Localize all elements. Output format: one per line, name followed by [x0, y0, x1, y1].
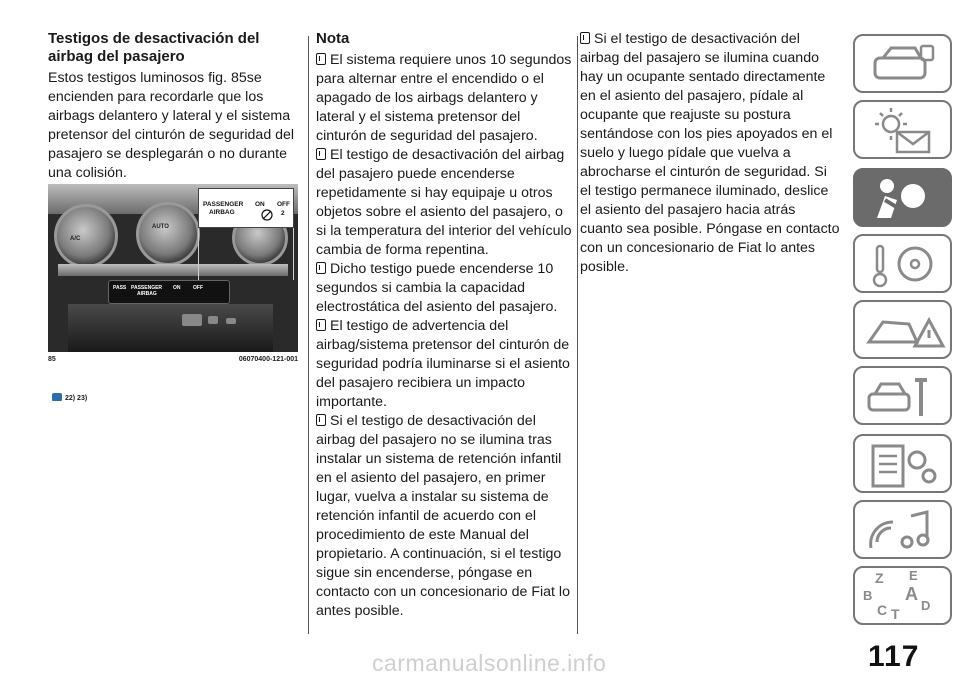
- middle-column: [316, 30, 572, 621]
- note-icon: [316, 414, 326, 426]
- section-heading: Testigos de desactivación del airbag del pasajero: [48, 30, 260, 65]
- multimedia-icon: [855, 502, 954, 561]
- warning-lights-tile[interactable]: [853, 100, 952, 159]
- figure-caption: [48, 356, 298, 368]
- figure-code: 06070400-121-001: [238, 356, 298, 363]
- technical-data-icon: [855, 436, 954, 495]
- note-text: El testigo de advertencia del airbag/sistema pretensor del cinturón de seguridad podría iluminarse si el asiento del pasajero recibiera un impacto importante.: [316, 318, 570, 410]
- watermark: carmanualsonline.info: [372, 650, 607, 676]
- maintenance-icon: [855, 368, 954, 427]
- emergency-tile[interactable]: [853, 300, 952, 359]
- left-column: [48, 30, 300, 183]
- index-letter: B: [863, 588, 873, 603]
- car-warning-icon: [52, 393, 62, 401]
- callout-on: ON: [255, 201, 265, 208]
- index-letter: E: [909, 568, 918, 583]
- index-letter: Z: [875, 570, 884, 586]
- dial-label-ac: A/C: [70, 236, 81, 242]
- multimedia-tile[interactable]: [853, 500, 952, 559]
- callout-line-left: [198, 228, 199, 280]
- dial-label-auto: AUTO: [152, 224, 169, 230]
- callout-off: OFF: [277, 201, 290, 208]
- panel-airbag-label: AIRBAG: [137, 291, 157, 297]
- note-item: [316, 317, 572, 412]
- panel-passenger-label: PASSENGER: [131, 285, 163, 291]
- note-icon: [316, 148, 326, 160]
- index-letter: D: [921, 598, 931, 613]
- aux-port-2: [226, 318, 236, 324]
- note-icon: [316, 319, 326, 331]
- car-info-tile[interactable]: [853, 34, 952, 93]
- callout-passenger: PASSENGER: [203, 201, 244, 208]
- note-text: Si el testigo de desactivación del airbag del pasajero no se ilumina tras instalar un sistema de retención infantil en el asiento del pasajero, en primer lugar, vuelva a instalar su sistema de retención infantil de acuerdo con el procedimiento de este Manual del propietario. A continuación, si el testigo sigue sin encenderse, póngase en contacto con un concesionario de Fiat lo antes posible.: [316, 413, 570, 619]
- note-icon: [580, 32, 590, 44]
- callout-box: [198, 188, 294, 228]
- starting-driving-tile[interactable]: [853, 234, 952, 293]
- note-item: [316, 146, 572, 260]
- page-number: 117: [868, 640, 920, 673]
- note-item: [580, 30, 840, 277]
- index-letter: C: [877, 602, 888, 618]
- photo-mid-trim: [58, 264, 288, 276]
- storage-tray: [68, 304, 273, 352]
- callout-airbag: AIRBAG: [209, 209, 235, 216]
- left-dial: [54, 204, 118, 268]
- callout-num: 2: [281, 210, 285, 217]
- note-item: [316, 412, 572, 621]
- index-letter: T: [891, 606, 900, 622]
- warning-refs: [52, 393, 87, 402]
- usb-port: [182, 314, 202, 326]
- middle-dial: [136, 202, 200, 266]
- aux-port: [208, 316, 218, 324]
- right-column: [580, 30, 840, 277]
- note-text: El sistema requiere unos 10 segundos para alternar entre el encendido o el apagado de los airbags delantero y lateral y el sistema pretensor del cinturón de seguridad del pasajero.: [316, 52, 572, 144]
- panel-pass-label: PASS: [113, 285, 127, 291]
- figure-number: 85: [48, 356, 56, 363]
- column-divider-1: [308, 36, 309, 634]
- note-text: Si el testigo de desactivación del airbag del pasajero se ilumina cuando hay un ocupante sentado directamente en el asiento del pasajero, pídale al ocupante que reajuste su postura sentándose con los pies apoyados en el suelo y luego pídale que vuelva a abrocharse el cinturón de seguridad. Si el testigo permanece iluminado, deslice el asiento del pasajero hacia atrás cuanto sea posible. Póngase en contacto con un concesionario de Fiat lo antes posible.: [580, 31, 840, 275]
- panel-off-label: OFF: [193, 285, 203, 291]
- airbag-indicator-panel: [108, 280, 230, 304]
- starting-driving-icon: [855, 236, 954, 295]
- note-icon: [316, 53, 326, 65]
- note-item: [316, 51, 572, 146]
- panel-on-label: ON: [173, 285, 181, 291]
- airbag-off-icon: [261, 209, 273, 221]
- technical-data-tile[interactable]: [853, 434, 952, 493]
- note-item: [316, 260, 572, 317]
- index-tile[interactable]: [853, 566, 952, 625]
- safety-airbag-icon: [855, 170, 954, 229]
- safety-airbag-tile[interactable]: [853, 168, 952, 227]
- note-heading: Nota: [316, 30, 350, 47]
- intro-paragraph: Estos testigos luminosos fig. 85se encienden para recordarle que los airbags delantero y lateral y el sistema pretensor del cinturón de seguridad del pasajero se desplegarán o no durante una colisión.: [48, 70, 295, 181]
- dashboard-photo: [48, 184, 298, 352]
- refs-text: 22) 23): [65, 395, 88, 402]
- maintenance-tile[interactable]: [853, 366, 952, 425]
- warning-lights-icon: [855, 102, 954, 161]
- column-divider-2: [577, 36, 578, 634]
- index-letter: A: [905, 584, 918, 604]
- note-text: El testigo de desactivación del airbag del pasajero puede encenderse repetidamente si hay equipaje u otros objetos sobre el asiento del pasajero, o si la temperatura del interior del vehículo cambia de forma repentina.: [316, 147, 572, 258]
- emergency-icon: [855, 302, 954, 361]
- note-text: Dicho testigo puede encenderse 10 segundos si cambia la capacidad electrostática del asiento del pasajero.: [316, 261, 558, 315]
- callout-line-right: [293, 228, 294, 280]
- note-icon: [316, 262, 326, 274]
- car-info-icon: [855, 36, 954, 95]
